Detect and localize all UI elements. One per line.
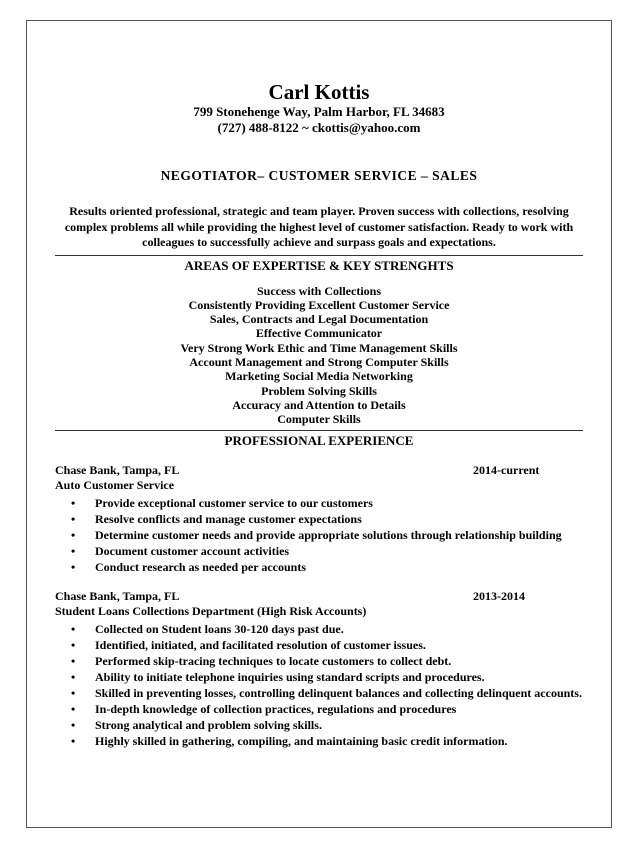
job-bullets bbox=[55, 621, 583, 749]
list-item bbox=[55, 685, 583, 701]
divider-rule bbox=[55, 430, 583, 431]
bullet-text: Highly skilled in gathering, compiling, and maintaining basic credit information. bbox=[95, 734, 508, 749]
expertise-item: Accuracy and Attention to Details bbox=[232, 397, 406, 412]
divider-rule bbox=[55, 255, 583, 256]
list-item bbox=[55, 733, 583, 749]
bullet-icon: • bbox=[71, 654, 76, 669]
expertise-item: Problem Solving Skills bbox=[261, 383, 377, 398]
list-item bbox=[55, 653, 583, 669]
list-item bbox=[55, 717, 583, 733]
list-item bbox=[55, 511, 583, 527]
candidate-name: Carl Kottis bbox=[268, 80, 370, 104]
expertise-item: Success with Collections bbox=[257, 283, 381, 298]
job-dates: 2014-current bbox=[473, 463, 540, 478]
list-item bbox=[55, 701, 583, 717]
bullet-text: Provide exceptional customer service to our customers bbox=[95, 496, 373, 511]
expertise-item: Account Management and Strong Computer Skills bbox=[189, 354, 449, 369]
headline: NEGOTIATOR– CUSTOMER SERVICE – SALES bbox=[160, 168, 478, 183]
expertise-item: Effective Communicator bbox=[255, 326, 383, 341]
bullet-text: Performed skip-tracing techniques to locate customers to collect debt. bbox=[95, 654, 452, 669]
bullet-text: In-depth knowledge of collection practices, regulations and procedures bbox=[95, 702, 457, 717]
bullet-icon: • bbox=[71, 528, 76, 543]
job-bullets bbox=[55, 495, 583, 575]
bullet-text: Document customer account activities bbox=[95, 544, 290, 559]
bullet-text: Determine customer needs and provide appropriate solutions through relationship building bbox=[95, 528, 562, 543]
bullet-icon: • bbox=[71, 560, 76, 575]
resume-header bbox=[55, 80, 583, 136]
bullet-icon: • bbox=[71, 734, 76, 749]
bullet-icon: • bbox=[71, 686, 76, 701]
job-title: Auto Customer Service bbox=[55, 478, 175, 493]
bullet-text: Strong analytical and problem solving skills. bbox=[95, 718, 322, 733]
list-item bbox=[55, 669, 583, 685]
expertise-item: Computer Skills bbox=[277, 412, 361, 427]
bullet-icon: • bbox=[71, 638, 76, 653]
job-header bbox=[55, 463, 583, 478]
bullet-text: Skilled in preventing losses, controlling delinquent balances and collecting delinquent accounts. bbox=[95, 686, 582, 701]
bullet-text: Conduct research as needed per accounts bbox=[95, 560, 306, 575]
summary-paragraph: Results oriented professional, strategic and team player. Proven success with collections, resolving complex problems all while providing the highest level of customer satisfaction. Ready to work with colleagues to successfully achieve and surpass goals and expectations. bbox=[64, 204, 574, 249]
expertise-item: Very Strong Work Ethic and Time Management Skills bbox=[180, 340, 458, 355]
expertise-item: Sales, Contracts and Legal Documentation bbox=[209, 312, 429, 327]
resume-content bbox=[55, 80, 583, 749]
expertise-section-title: AREAS OF EXPERTISE & KEY STRENGHTS bbox=[184, 257, 454, 273]
bullet-icon: • bbox=[71, 544, 76, 559]
experience-section-title: PROFESSIONAL EXPERIENCE bbox=[224, 433, 414, 449]
bullet-text: Collected on Student loans 30-120 days past due. bbox=[95, 622, 344, 637]
list-item bbox=[55, 543, 583, 559]
list-item bbox=[55, 637, 583, 653]
job-header bbox=[55, 589, 583, 604]
list-item bbox=[55, 559, 583, 575]
bullet-icon: • bbox=[71, 718, 76, 733]
expertise-item: Marketing Social Media Networking bbox=[225, 369, 413, 384]
bullet-text: Resolve conflicts and manage customer expectations bbox=[95, 512, 362, 527]
list-item bbox=[55, 527, 583, 543]
list-item bbox=[55, 495, 583, 511]
bullet-icon: • bbox=[71, 702, 76, 717]
bullet-text: Identified, initiated, and facilitated resolution of customer issues. bbox=[95, 638, 426, 653]
job-company: Chase Bank, Tampa, FL bbox=[55, 463, 180, 478]
phone-email-line: (727) 488-8122 ~ ckottis@yahoo.com bbox=[217, 120, 421, 135]
expertise-item: Consistently Providing Excellent Customer Service bbox=[188, 297, 450, 312]
address-line: 799 Stonehenge Way, Palm Harbor, FL 34683 bbox=[193, 104, 445, 119]
expertise-list bbox=[55, 284, 583, 427]
bullet-icon: • bbox=[71, 512, 76, 527]
bullet-icon: • bbox=[71, 496, 76, 511]
job-title: Student Loans Collections Department (High Risk Accounts) bbox=[55, 604, 367, 619]
job-company: Chase Bank, Tampa, FL bbox=[55, 589, 180, 604]
list-item bbox=[55, 621, 583, 637]
bullet-icon: • bbox=[71, 622, 76, 637]
job-entry bbox=[55, 589, 583, 749]
job-dates: 2013-2014 bbox=[473, 589, 525, 604]
job-entry bbox=[55, 463, 583, 575]
bullet-icon: • bbox=[71, 670, 76, 685]
bullet-text: Ability to initiate telephone inquiries using standard scripts and procedures. bbox=[95, 670, 485, 685]
